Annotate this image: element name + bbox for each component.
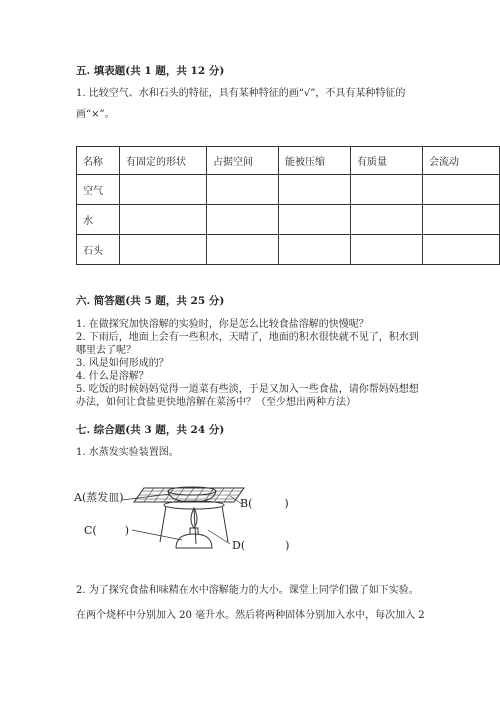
question-text: 哪里去了呢？	[76, 345, 136, 356]
question-text: 在两个烧杯中分别加入 20 毫升水。然后将两种固体分别加入水中，每次加入 2	[76, 610, 425, 621]
answer-cell[interactable]	[120, 235, 207, 265]
alcohol-lamp	[176, 534, 212, 548]
tripod-legs	[160, 506, 228, 544]
answer-cell[interactable]	[279, 205, 351, 235]
question-text: 1. 在做探究加快溶解的实验时，你是怎么比较食盐溶解的快慢呢？	[76, 319, 369, 330]
answer-cell[interactable]	[351, 175, 423, 205]
question-text: 3. 风是如何形成的？	[76, 358, 169, 369]
table-row	[77, 235, 500, 265]
answer-cell[interactable]	[351, 205, 423, 235]
answer-cell[interactable]	[279, 235, 351, 265]
feature-table	[76, 146, 500, 265]
table-header-cell: 名称	[77, 147, 120, 175]
question-text: 办法，如何让食盐更快地溶解在菜汤中？（至少想出两种方法）	[76, 397, 356, 408]
section-7-title: 七. 综合题(共 3 题，共 24 分)	[76, 424, 225, 436]
label-c: C( )	[84, 524, 130, 537]
question-text: 2. 下雨后，地面上会有一些积水，天晴了，地面的积水很快就不见了，积水到	[76, 332, 419, 343]
table-row	[77, 205, 500, 235]
answer-cell[interactable]	[423, 205, 500, 235]
row-label: 水	[77, 205, 120, 235]
answer-cell[interactable]	[120, 205, 207, 235]
question-text: 5. 吃饭的时候妈妈觉得一道菜有些淡，于是又加入一些食盐，请你帮妈妈想想	[76, 384, 419, 395]
label-b: B( )	[240, 497, 289, 510]
table-header-cell: 有固定的形状	[120, 147, 207, 175]
answer-cell[interactable]	[351, 235, 423, 265]
section-5-title: 五. 填表题(共 1 题，共 12 分)	[76, 65, 225, 77]
table-header-row	[77, 147, 500, 175]
label-d: D( )	[232, 539, 290, 552]
table-header-cell: 会流动	[423, 147, 500, 175]
answer-cell[interactable]	[120, 175, 207, 205]
question-text: 2. 为了探究食盐和味精在水中溶解能力的大小。课堂上同学们做了如下实验。	[76, 585, 419, 596]
answer-cell[interactable]	[207, 205, 279, 235]
table-header-cell: 有质量	[351, 147, 423, 175]
table-row	[77, 175, 500, 205]
row-label: 石头	[77, 235, 120, 265]
answer-cell[interactable]	[207, 175, 279, 205]
section-6-title: 六. 简答题(共 5 题，共 25 分)	[76, 295, 225, 307]
answer-cell[interactable]	[423, 235, 500, 265]
question-text: 1. 水蒸发实验装置图。	[76, 447, 179, 458]
table-header-cell: 占据空间	[207, 147, 279, 175]
question-text: 1. 比较空气、水和石头的特征，具有某种特征的画“√”，不具有某种特征的	[76, 88, 406, 99]
label-a: A(蒸发皿)	[74, 491, 124, 504]
evaporation-apparatus-figure	[72, 478, 312, 568]
answer-cell[interactable]	[423, 175, 500, 205]
question-text: 4. 什么是溶解？	[76, 371, 149, 382]
answer-cell[interactable]	[279, 175, 351, 205]
answer-cell[interactable]	[207, 235, 279, 265]
table-header-cell: 能被压缩	[279, 147, 351, 175]
question-text: 画“×”。	[76, 109, 115, 120]
row-label: 空气	[77, 175, 120, 205]
